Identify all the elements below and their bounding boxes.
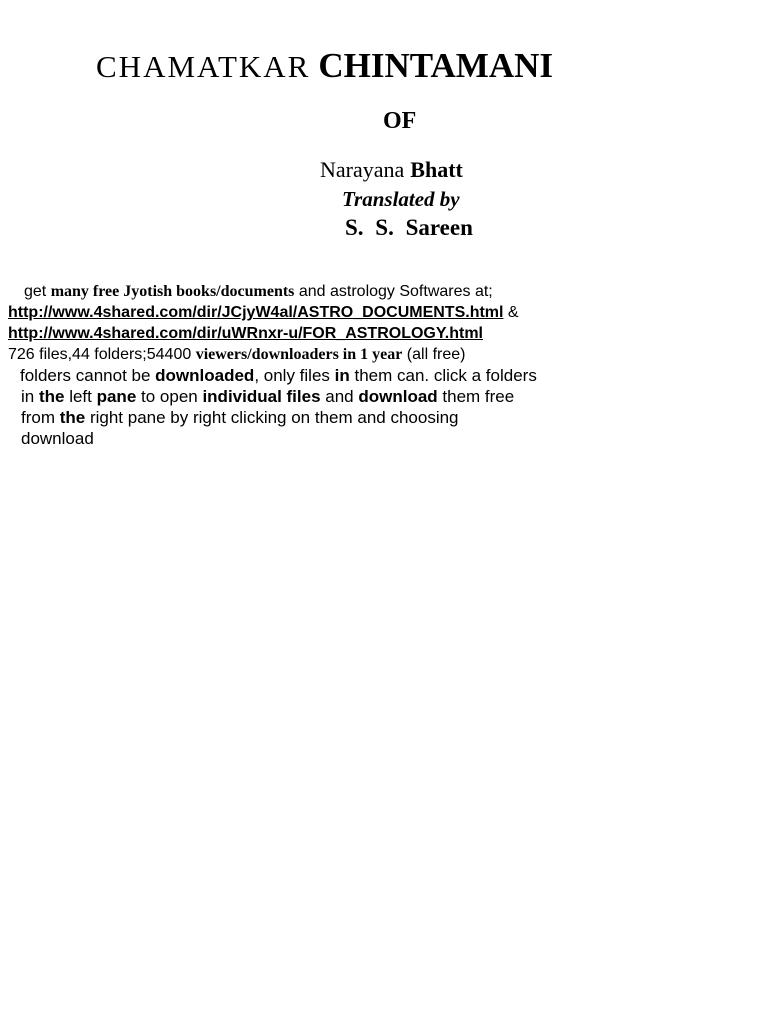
astro-documents-link[interactable]: http://www.4shared.com/dir/JCjyW4al/ASTRO_DOCUMENTS.html [8,304,504,321]
notice-line-6-i: them free [437,387,515,406]
notice-line-6-d: pane [96,387,137,406]
title-part-2: CHINTAMANI [318,46,553,85]
notice-line-6-b: the [38,387,65,406]
notice-line-6 [8,386,537,407]
notice-line-1-bold: many free Jyotish books/documents [50,283,295,300]
author-first-name: Narayana [320,157,405,182]
notice-line-6-c: left [64,387,97,406]
notice-line-1-pre: get [24,283,51,300]
notice-line-7-a: from [21,408,60,427]
notice-line-5-a: folders cannot be [20,366,156,385]
notice-line-4 [8,344,537,365]
author-name [320,157,463,183]
notice-line-8: download [21,429,94,448]
translated-by-label: Translated by [342,187,460,211]
author-last-name: Bhatt [410,157,463,182]
notice-line-2 [8,302,537,323]
notice-line-4-post: (all free) [402,346,466,363]
notice-line-7-b: the [59,408,86,427]
download-notice [8,281,537,449]
notice-line-5-e: them can. click a folders [349,366,537,385]
notice-line-6-g: and [320,387,359,406]
book-title [96,46,553,86]
notice-line-7-c: right pane by right clicking on them and choosing [85,408,459,427]
notice-line-5-c: , only files [254,366,335,385]
notice-line-5 [8,365,537,386]
notice-line-6-e: to open [136,387,203,406]
translator-name: S. S. Sareen [345,215,473,240]
notice-line-5-d: in [334,366,350,385]
notice-line-3 [8,323,537,344]
notice-line-6-f: individual files [202,387,321,406]
title-part-1: CHAMATKAR [96,49,311,84]
notice-line-4-bold: viewers/downloaders in 1 year [195,346,403,363]
notice-line-4-pre: 726 files,44 folders;54400 [8,346,196,363]
notice-line-5-b: downloaded [155,366,255,385]
notice-line-1-post: and astrology Softwares at; [294,283,493,300]
notice-line-1 [8,281,537,302]
of-label: OF [383,108,417,134]
notice-line-7 [8,407,537,428]
notice-line-6-h: download [358,387,438,406]
notice-line-6-a: in [21,387,39,406]
for-astrology-link[interactable]: http://www.4shared.com/dir/uWRnxr-u/FOR_ASTROLOGY.html [8,325,483,342]
link-separator: & [503,304,519,321]
